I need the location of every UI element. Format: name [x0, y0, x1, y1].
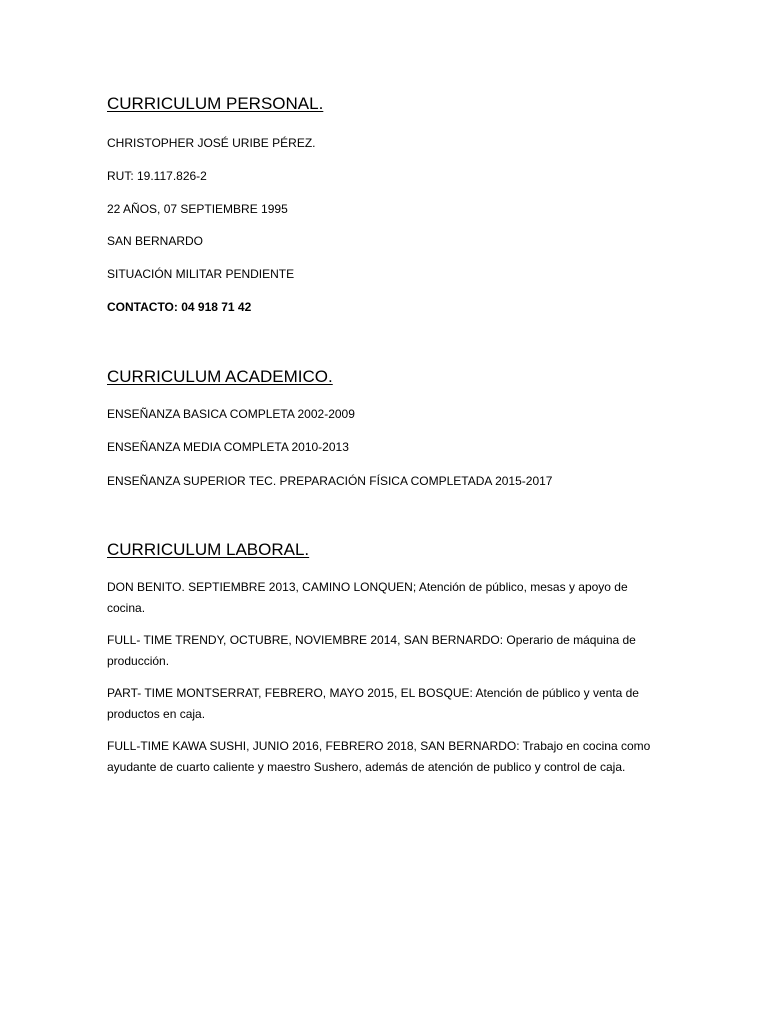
academic-heading: CURRICULUM ACADEMICO. — [107, 367, 333, 386]
contact-line: CONTACTO: 04 918 71 42 — [107, 300, 252, 314]
academic-item: ENSEÑANZA SUPERIOR TEC. PREPARACIÓN FÍSICA COMPLETADA 2015-2017 — [107, 474, 553, 488]
city-line: SAN BERNARDO — [107, 234, 204, 248]
personal-heading: CURRICULUM PERSONAL. — [107, 94, 324, 113]
rut-line: RUT: 19.117.826-2 — [107, 169, 207, 183]
labor-item: FULL-TIME KAWA SUSHI, JUNIO 2016, FEBRERO 2018, SAN BERNARDO: Trabajo en cocina como ayudante de cuarto caliente y maestro Sushero, además de atención de publico y control de caja. — [107, 739, 651, 774]
academic-item: ENSEÑANZA MEDIA COMPLETA 2010-2013 — [107, 440, 349, 454]
labor-heading: CURRICULUM LABORAL. — [107, 540, 310, 559]
person-name: CHRISTOPHER JOSÉ URIBE PÉREZ. — [107, 136, 316, 150]
labor-item: DON BENITO. SEPTIEMBRE 2013, CAMINO LONQUEN; Atención de público, mesas y apoyo de cocina. — [107, 580, 628, 615]
labor-item: FULL- TIME TRENDY, OCTUBRE, NOVIEMBRE 2014, SAN BERNARDO: Operario de máquina de producción. — [107, 633, 636, 668]
military-status-line: SITUACIÓN MILITAR PENDIENTE — [107, 267, 295, 281]
age-birth-line: 22 AÑOS, 07 SEPTIEMBRE 1995 — [107, 202, 288, 216]
academic-item: ENSEÑANZA BASICA COMPLETA 2002-2009 — [107, 407, 355, 421]
labor-item: PART- TIME MONTSERRAT, FEBRERO, MAYO 2015, EL BOSQUE: Atención de público y venta de productos en caja. — [107, 686, 639, 721]
